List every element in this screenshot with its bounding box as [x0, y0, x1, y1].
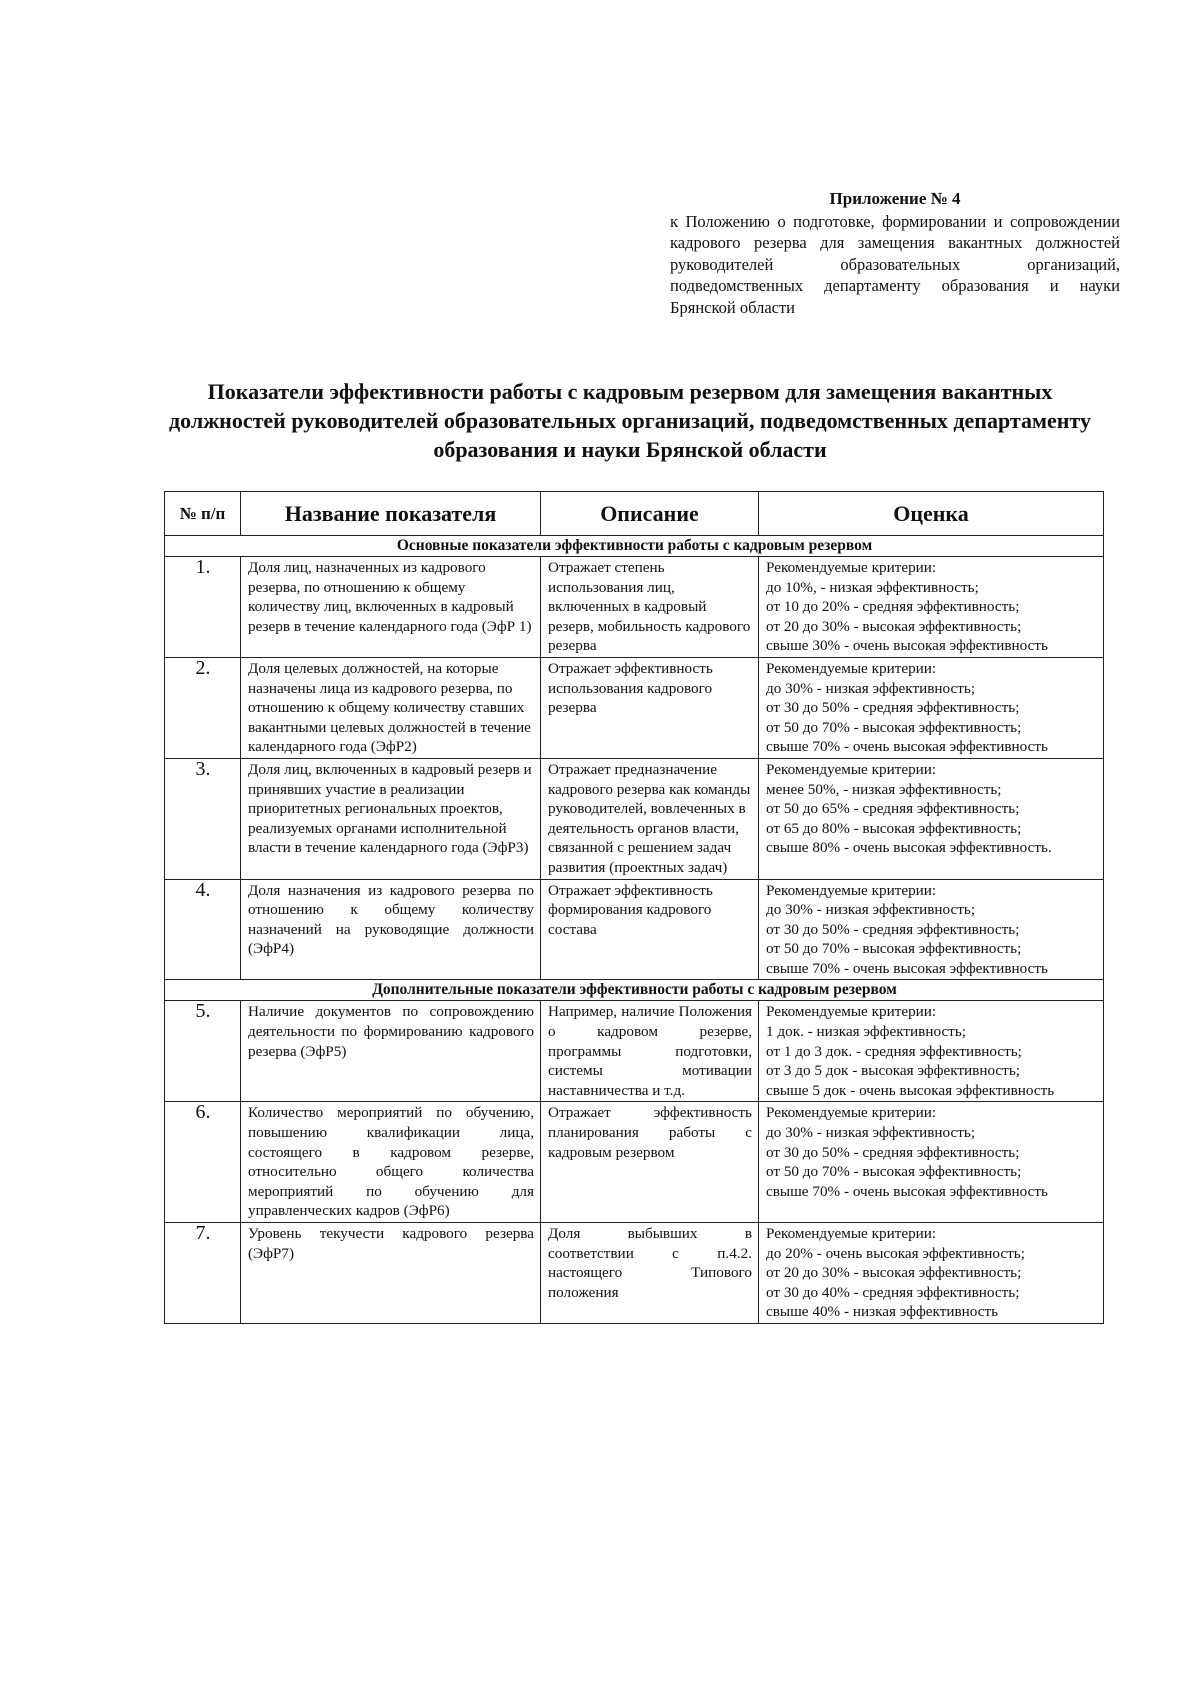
indicators-table [164, 491, 1104, 1324]
section-row [165, 980, 1104, 1001]
criteria-line: от 1 до 3 док. - средняя эффективность; [766, 1042, 1022, 1060]
row-description: Отражает эффективность планирования работы с кадровым резервом [541, 1102, 759, 1223]
criteria-line: свыше 70% - очень высокая эффективность [766, 738, 1048, 756]
criteria-line: от 20 до 30% - высокая эффективность; [766, 1264, 1022, 1282]
criteria-line: до 30% - низкая эффективность; [766, 901, 976, 919]
appendix-title: Приложение № 4 [829, 189, 961, 208]
row-name: Доля целевых должностей, на которые назначены лица из кадрового резерва, по отношению к общему количеству ставших вакантными целевых должностей в течение календарного года (ЭфР2) [241, 657, 541, 758]
document-title: Показатели эффективности работы с кадровым резервом для замещения вакантных должностей руководителей образовательных организаций, подведомственных департаменту образования и науки Брянской области [169, 379, 1091, 462]
criteria-line: Рекомендуемые критерии: [766, 881, 937, 899]
row-criteria [759, 1223, 1104, 1324]
criteria-line: до 30% - низкая эффективность; [766, 679, 976, 697]
row-number: 5. [165, 1001, 241, 1102]
row-name: Уровень текучести кадрового резерва (ЭфР7) [241, 1223, 541, 1324]
criteria-line: от 3 до 5 док - высокая эффективность; [766, 1062, 1020, 1080]
row-criteria [759, 557, 1104, 658]
criteria-line: до 10%, - низкая эффективность; [766, 578, 979, 596]
section-title: Дополнительные показатели эффективности работы с кадровым резервом [165, 980, 1104, 1001]
row-name: Наличие документов по сопровождению деятельности по формированию кадрового резерва (ЭфР5) [241, 1001, 541, 1102]
table-row [165, 879, 1104, 980]
row-name: Количество мероприятий по обучению, повышению квалификации лица, состоящего в кадровом резерве, относительно общего количества мероприятий по обучению для управленческих кадров (ЭфР6) [241, 1102, 541, 1223]
row-description: Отражает эффективность формирования кадрового состава [541, 879, 759, 980]
section-title: Основные показатели эффективности работы с кадровым резервом [165, 536, 1104, 557]
header-number: № п/п [165, 492, 241, 536]
row-criteria [759, 1102, 1104, 1223]
criteria-line: от 20 до 30% - высокая эффективность; [766, 617, 1022, 635]
criteria-line: до 20% - очень высокая эффективность; [766, 1244, 1025, 1262]
criteria-line: от 50 до 65% - средняя эффективность; [766, 800, 1020, 818]
row-description: Например, наличие Положения о кадровом резерве, программы подготовки, системы мотивации наставничества и т.д. [541, 1001, 759, 1102]
row-number: 4. [165, 879, 241, 980]
section-row [165, 536, 1104, 557]
table-row [165, 1001, 1104, 1102]
criteria-line: Рекомендуемые критерии: [766, 659, 937, 677]
row-name: Доля лиц, включенных в кадровый резерв и принявших участие в реализации приоритетных региональных проектов, реализуемых органами исполнительной власти в течение календарного года (ЭфР3) [241, 758, 541, 879]
header-assessment: Оценка [759, 492, 1104, 536]
row-name: Доля назначения из кадрового резерва по отношению к общему количеству назначений на руководящие должности (ЭфР4) [241, 879, 541, 980]
row-number: 3. [165, 758, 241, 879]
table-row [165, 1102, 1104, 1223]
criteria-line: от 50 до 70% - высокая эффективность; [766, 1163, 1022, 1181]
criteria-line: Рекомендуемые критерии: [766, 760, 937, 778]
criteria-line: свыше 40% - низкая эффективность [766, 1303, 999, 1321]
table-header-row [165, 492, 1104, 536]
table-row [165, 657, 1104, 758]
appendix-text: к Положению о подготовке, формировании и сопровождении кадрового резерва для замещения вакантных должностей руководителей образовательных организаций, подведомственных департаменту образования и науки Брянской области [670, 211, 1120, 317]
row-number: 7. [165, 1223, 241, 1324]
criteria-line: свыше 80% - очень высокая эффективность. [766, 839, 1052, 857]
criteria-line: Рекомендуемые критерии: [766, 1003, 937, 1021]
criteria-line: от 50 до 70% - высокая эффективность; [766, 718, 1022, 736]
row-description: Отражает степень использования лиц, включенных в кадровый резерв, мобильность кадрового резерва [541, 557, 759, 658]
row-description: Отражает эффективность использования кадрового резерва [541, 657, 759, 758]
criteria-line: свыше 70% - очень высокая эффективность [766, 1182, 1048, 1200]
criteria-line: 1 док. - низкая эффективность; [766, 1023, 966, 1041]
criteria-line: свыше 5 док - очень высокая эффективность [766, 1081, 1055, 1099]
criteria-line: от 30 до 50% - средняя эффективность; [766, 920, 1020, 938]
criteria-line: от 10 до 20% - средняя эффективность; [766, 598, 1020, 616]
criteria-line: Рекомендуемые критерии: [766, 1104, 937, 1122]
criteria-line: от 30 до 40% - средняя эффективность; [766, 1283, 1020, 1301]
header-description: Описание [541, 492, 759, 536]
criteria-line: от 65 до 80% - высокая эффективность; [766, 819, 1022, 837]
table-row [165, 557, 1104, 658]
criteria-line: менее 50%, - низкая эффективность; [766, 780, 1002, 798]
criteria-line: свыше 70% - очень высокая эффективность [766, 959, 1048, 977]
row-number: 1. [165, 557, 241, 658]
row-number: 2. [165, 657, 241, 758]
header-name: Название показателя [241, 492, 541, 536]
criteria-line: Рекомендуемые критерии: [766, 559, 937, 576]
row-number: 6. [165, 1102, 241, 1223]
row-criteria [759, 758, 1104, 879]
criteria-line: до 30% - низкая эффективность; [766, 1124, 976, 1142]
criteria-line: от 30 до 50% - средняя эффективность; [766, 699, 1020, 717]
criteria-line: от 50 до 70% - высокая эффективность; [766, 940, 1022, 958]
row-description: Отражает предназначение кадрового резерва как команды руководителей, вовлеченных в деятельность органов власти, связанной с решением задач развития (проектных задач) [541, 758, 759, 879]
table-row [165, 758, 1104, 879]
row-description: Доля выбывших в соответствии с п.4.2. настоящего Типового положения [541, 1223, 759, 1324]
row-criteria [759, 1001, 1104, 1102]
criteria-line: от 30 до 50% - средняя эффективность; [766, 1143, 1020, 1161]
table-row [165, 1223, 1104, 1324]
criteria-line: Рекомендуемые критерии: [766, 1225, 937, 1242]
criteria-line: свыше 30% - очень высокая эффективность [766, 637, 1048, 655]
row-name: Доля лиц, назначенных из кадрового резерва, по отношению к общему количеству лиц, включенных в кадровый резерв в течение календарного года (ЭфР 1) [241, 557, 541, 658]
row-criteria [759, 879, 1104, 980]
row-criteria [759, 657, 1104, 758]
appendix-block [670, 188, 1120, 318]
